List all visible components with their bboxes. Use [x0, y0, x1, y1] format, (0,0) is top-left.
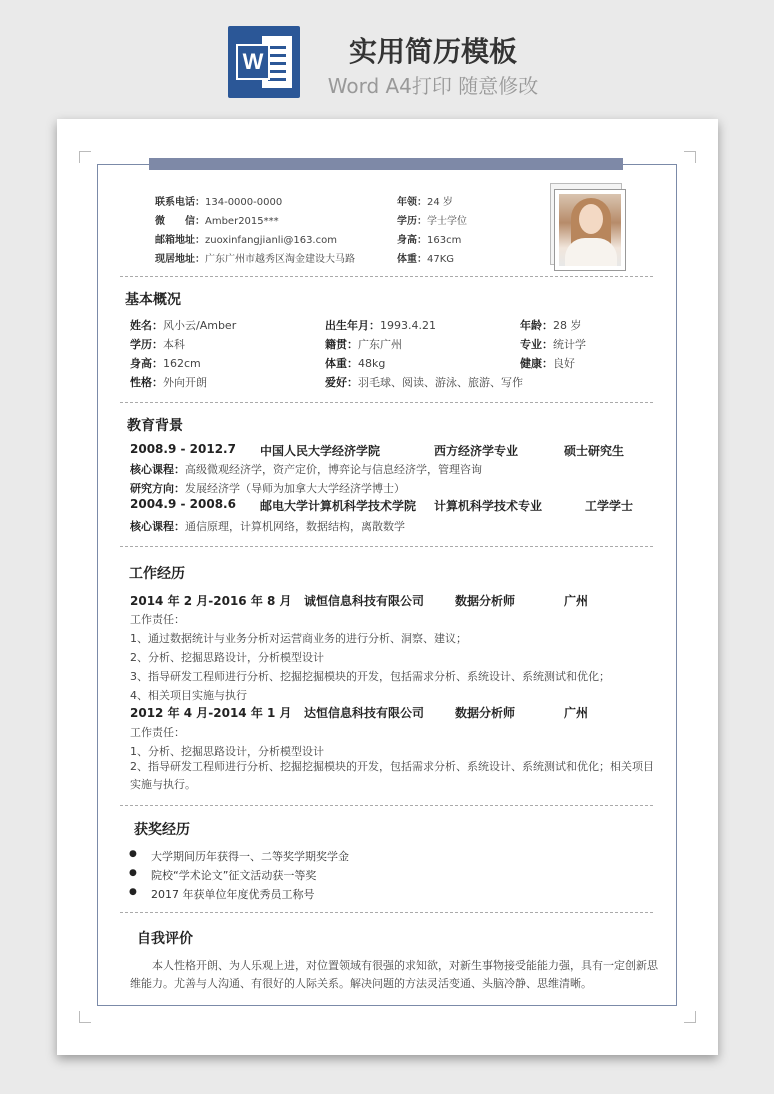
contact-address: 现居地址：广东广州市越秀区淘金建设大马路: [155, 254, 355, 265]
work1-city: 广州: [564, 594, 589, 608]
work1-line: 4、相关项目实施与执行: [130, 689, 247, 702]
corner-mark: [684, 151, 696, 163]
section-divider: [120, 805, 653, 806]
basic-health: 健康：良好: [520, 357, 575, 370]
basic-weight: 体重：48kg: [325, 357, 386, 370]
profile-photo: [554, 189, 626, 271]
edu2-period: 2004.9 - 2008.6: [130, 497, 236, 511]
section-title-education: 教育背景: [127, 418, 183, 434]
corner-mark: [684, 1011, 696, 1023]
section-divider: [120, 402, 653, 403]
basic-edu: 学历：本科: [130, 338, 185, 351]
contact-degree: 学历：学士学位: [397, 216, 467, 227]
work1-line: 2、分析、挖掘思路设计，分析模型设计: [130, 651, 324, 664]
edu2-degree: 工学学士: [585, 499, 634, 513]
section-title-work: 工作经历: [129, 566, 185, 582]
edu1-school: 中国人民大学经济学院: [260, 444, 381, 458]
section-divider: [120, 912, 653, 913]
work1-company: 诚恒信息科技有限公司: [304, 594, 425, 608]
award-item: ● 院校“学术论文”征文活动获一等奖: [151, 867, 316, 883]
contact-email: 邮箱地址：zuoxinfangjianli@163.com: [155, 235, 337, 246]
resume-paper: [57, 119, 718, 1055]
section-divider: [120, 276, 653, 277]
basic-height: 身高：162cm: [130, 357, 201, 370]
basic-origin: 籍贯：广东广州: [325, 338, 402, 351]
page-subtitle: Word A4打印 随意修改: [327, 74, 539, 98]
section-title-basic: 基本概况: [125, 292, 181, 308]
edu1-direction: 研究方向：发展经济学（导师为加拿大大学经济学博士）: [130, 482, 405, 495]
corner-mark: [79, 1011, 91, 1023]
basic-birth: 出生年月：1993.4.21: [325, 319, 436, 332]
contact-height: 身高：163cm: [397, 235, 462, 246]
basic-age: 年龄：28 岁: [520, 319, 582, 332]
contact-weight: 体重：47KG: [397, 254, 455, 265]
basic-character: 性格：外向开朗: [130, 376, 207, 389]
word-logo-letter: W: [236, 44, 270, 80]
edu2-school: 邮电大学计算机科学技术学院: [260, 499, 417, 513]
work2-line: 2、指导研发工程师进行分析、挖掘挖掘模块的开发，包括需求分析、系统设计、系统测试和优化；相关项目实施与执行。: [130, 760, 654, 791]
work2-city: 广州: [564, 706, 589, 720]
header-bar: [149, 158, 623, 170]
basic-hobby: 爱好：羽毛球、阅读、游泳、旅游、写作: [325, 376, 523, 389]
edu2-course: 核心课程：通信原理，计算机网络，数据结构，离散数学: [130, 520, 405, 533]
award-item: ● 大学期间历年获得一、二等奖学期奖学金: [151, 848, 349, 864]
work1-line: 3、指导研发工程师进行分析、挖掘挖掘模块的开发，包括需求分析、系统设计、系统测试和优化；: [130, 670, 610, 683]
contact-age: 年领：24 岁: [397, 197, 453, 208]
work2-period: 2012 年 4 月-2014 年 1 月: [130, 706, 292, 720]
work2-duty-label: 工作责任：: [130, 726, 185, 739]
contact-phone: 联系电话：134-0000-0000: [155, 197, 283, 208]
section-divider: [120, 546, 653, 547]
basic-name: 姓名：风小云/Amber: [130, 319, 237, 332]
work2-company: 达恒信息科技有限公司: [304, 706, 425, 720]
work1-role: 数据分析师: [455, 594, 516, 608]
corner-mark: [79, 151, 91, 163]
work2-role: 数据分析师: [455, 706, 516, 720]
edu1-course: 核心课程：高级微观经济学，资产定价，博弈论与信息经济学，管理咨询: [130, 463, 482, 476]
word-icon: [228, 26, 300, 98]
contact-wechat: 微 信：Amber2015***: [155, 216, 279, 227]
edu1-degree: 硕士研究生: [564, 444, 625, 458]
work2-line: 1、分析、挖掘思路设计，分析模型设计: [130, 745, 324, 758]
section-title-self: 自我评价: [137, 931, 193, 947]
page-header: [0, 0, 774, 110]
page-title: 实用简历模板: [348, 35, 517, 68]
work1-period: 2014 年 2 月-2016 年 8 月: [130, 594, 292, 608]
section-title-awards: 获奖经历: [134, 822, 190, 838]
work1-duty-label: 工作责任：: [130, 613, 185, 626]
work1-line: 1、通过数据统计与业务分析对运营商业务的进行分析、洞察、建议；: [130, 632, 467, 645]
edu1-major: 西方经济学专业: [434, 444, 519, 458]
self-evaluation-text: 本人性格开朗、为人乐观上进，对位置领域有很强的求知欲，对新生事物接受能能力强，具有一定创新思维能力。尤善与人沟通、有很好的人际关系。解决问题的方法灵活变通、头脑冷静、思维清晰。: [130, 959, 658, 990]
edu1-period: 2008.9 - 2012.7: [130, 442, 236, 456]
edu2-major: 计算机科学技术专业: [434, 499, 543, 513]
award-item: ● 2017 年获单位年度优秀员工称号: [151, 886, 315, 902]
basic-major: 专业：统计学: [520, 338, 586, 351]
